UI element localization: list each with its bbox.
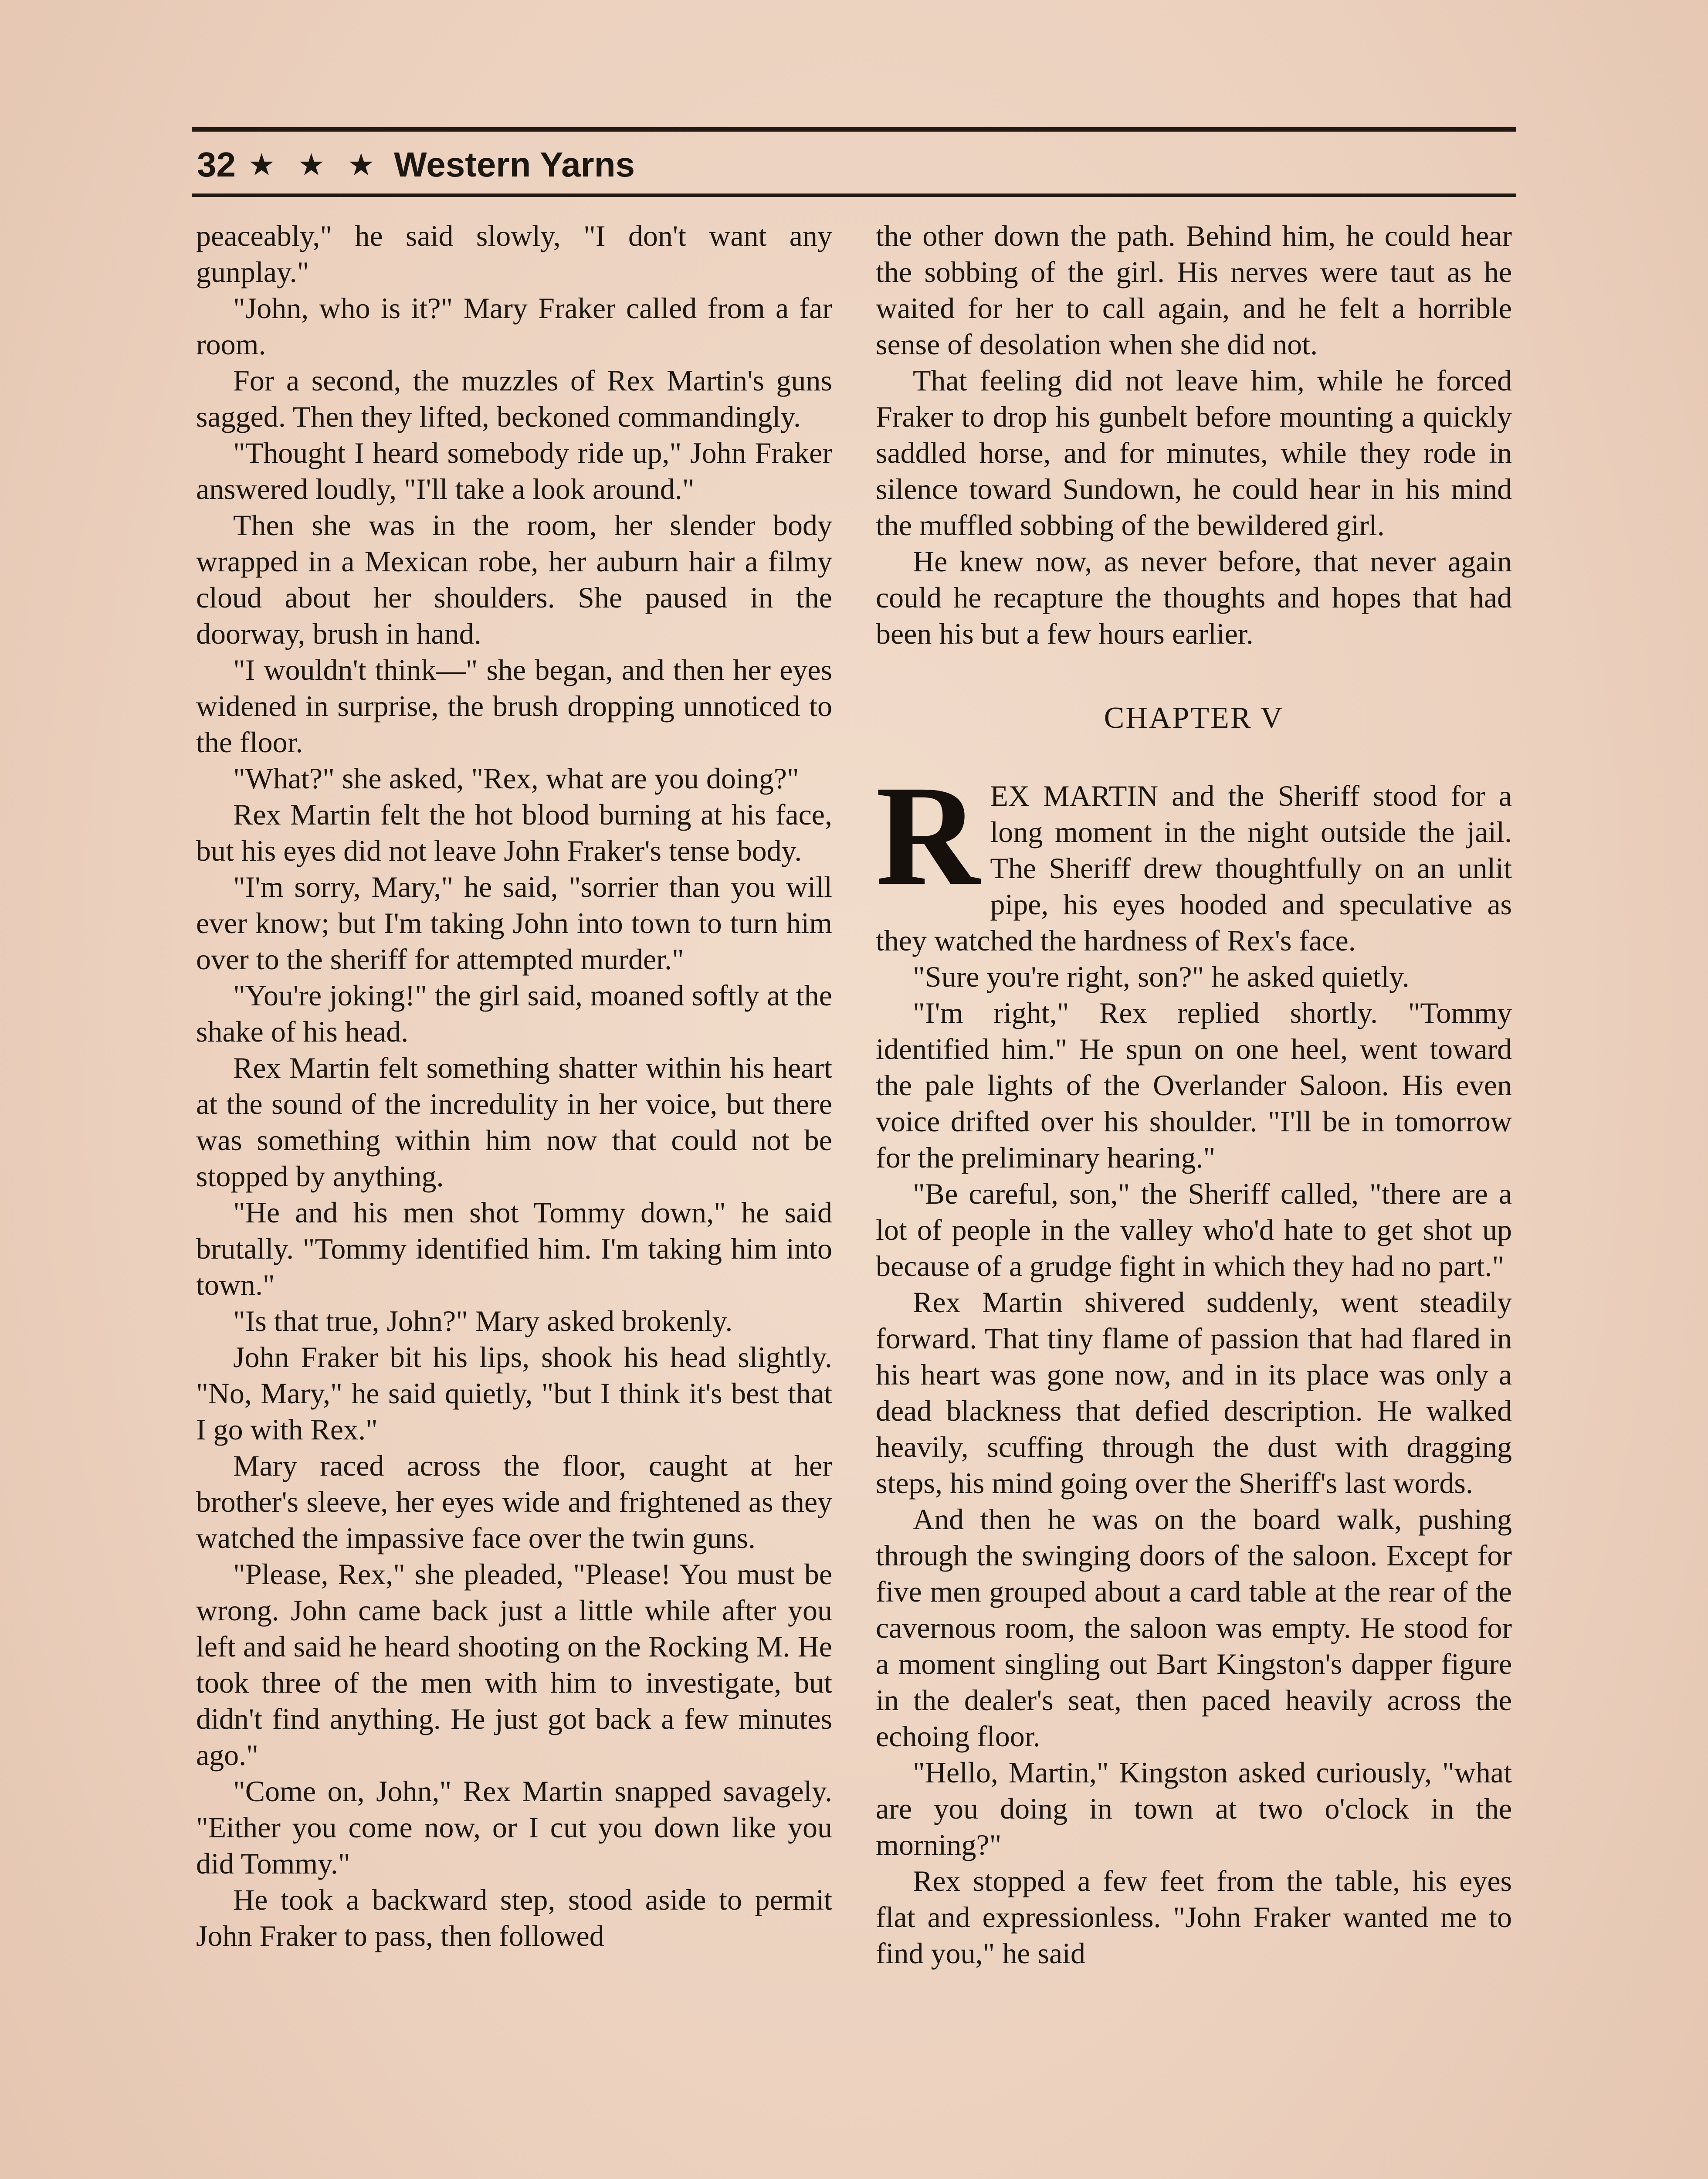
paragraph: the other down the path. Behind him, he could hear the sobbing of the girl. His nerves were taut as he waited for her to call again, and he felt a horrible sense of desolation when she did not. xyxy=(876,219,1512,361)
right-column-story-continuation xyxy=(876,218,1512,652)
paragraph: "Please, Rex," she pleaded, "Please! You must be wrong. John came back just a little while after you left and said he heard shooting on the Rocking M. He took three of the men with him to investigate, but didn't find anything. He just got back a few minutes ago." xyxy=(196,1558,832,1772)
paragraph: Rex Martin felt something shatter within his heart at the sound of the incredulity in her voice, but there was something within him now that could not be stopped by anything. xyxy=(196,1051,832,1193)
paragraph: "What?" she asked, "Rex, what are you doing?" xyxy=(233,762,799,795)
drop-cap-letter: R xyxy=(876,756,980,915)
chapter-opening-paragraph xyxy=(876,756,1512,959)
paragraph: "Hello, Martin," Kingston asked curiously, "what are you doing in town at two o'clock in the morning?" xyxy=(876,1756,1512,1861)
right-text-column xyxy=(876,218,1512,1972)
magazine-title: Western Yarns xyxy=(394,145,635,184)
paragraph: "I wouldn't think—" she began, and then her eyes widened in surprise, the brush dropping unnoticed to the floor. xyxy=(196,653,832,759)
right-column-chapter-text xyxy=(876,959,1512,1972)
paragraph: Rex Martin felt the hot blood burning at his face, but his eyes did not leave John Fraker's tense body. xyxy=(196,798,832,867)
chapter-heading: CHAPTER V xyxy=(1104,701,1284,735)
paragraph: "Be careful, son," the Sheriff called, "there are a lot of people in the valley who'd hate to get shot up because of a grudge fight in which they had no part." xyxy=(876,1177,1512,1283)
header-top-rule xyxy=(192,127,1516,132)
paragraph: He knew now, as never before, that never again could he recapture the thoughts and hopes that had been his but a few hours earlier. xyxy=(876,545,1512,650)
paragraph: peaceably," he said slowly, "I don't want any gunplay." xyxy=(196,219,832,288)
paragraph: "I'm sorry, Mary," he said, "sorrier than you will ever know; but I'm taking John into town to turn him over to the sheriff for attempted murder." xyxy=(196,870,832,976)
chapter-opening-text: EX MARTIN and the Sheriff stood for a long moment in the night outside the jail. The Sheriff drew thoughtfully on an unlit pipe, his eyes hooded and speculative as they watched the hardness of Rex's face. xyxy=(876,779,1512,957)
paragraph: John Fraker bit his lips, shook his head slightly. "No, Mary," he said quietly, "but I think it's best that I go with Rex." xyxy=(196,1341,832,1446)
left-text-column xyxy=(196,218,832,1954)
star-icons: ★ ★ ★ xyxy=(247,148,382,182)
paragraph: That feeling did not leave him, while he forced Fraker to drop his gunbelt before mounting a quickly saddled horse, and for minutes, while they rode in silence toward Sundown, he could hear in his mind the muffled sobbing of the bewildered girl. xyxy=(876,364,1512,542)
paragraph: He took a backward step, stood aside to permit John Fraker to pass, then followed xyxy=(196,1883,832,1952)
paragraph: "Thought I heard somebody ride up," John Fraker answered loudly, "I'll take a look around." xyxy=(196,436,832,506)
header-bottom-rule xyxy=(192,193,1516,197)
paragraph: And then he was on the board walk, pushing through the swinging doors of the saloon. Except for five men grouped about a card table at the rear of the cavernous room, the saloon was empty. He stood for a moment singling out Bart Kingston's dapper figure in the dealer's seat, then paced heavily across the echoing floor. xyxy=(876,1503,1512,1753)
paragraph: Rex Martin shivered suddenly, went steadily forward. That tiny flame of passion that had flared in his heart was gone now, and in its place was only a dead blackness that defied description. He walked heavily, scuffing through the dust with dragging steps, his mind going over the Sheriff's last words. xyxy=(876,1286,1512,1500)
page-number: 32 xyxy=(197,145,236,184)
paragraph: "He and his men shot Tommy down," he said brutally. "Tommy identified him. I'm taking him into town." xyxy=(196,1196,832,1301)
paragraph: Mary raced across the floor, caught at her brother's sleeve, her eyes wide and frightened as they watched the impassive face over the twin guns. xyxy=(196,1449,832,1554)
paragraph: "Come on, John," Rex Martin snapped savagely. "Either you come now, or I cut you down like you did Tommy." xyxy=(196,1775,832,1880)
paragraph: For a second, the muzzles of Rex Martin's guns sagged. Then they lifted, beckoned commandingly. xyxy=(196,364,832,433)
paragraph: "You're joking!" the girl said, moaned softly at the shake of his head. xyxy=(196,979,832,1048)
paragraph: "I'm right," Rex replied shortly. "Tommy identified him." He spun on one heel, went toward the pale lights of the Overlander Saloon. His even voice drifted over his shoulder. "I'll be in tomorrow for the preliminary hearing." xyxy=(876,996,1512,1174)
running-header xyxy=(197,139,635,191)
paragraph: Rex stopped a few feet from the table, his eyes flat and expressionless. "John Fraker wanted me to find you," he said xyxy=(876,1864,1512,1970)
paragraph: "John, who is it?" Mary Fraker called from a far room. xyxy=(196,292,832,361)
paragraph: Then she was in the room, her slender body wrapped in a Mexican robe, her auburn hair a filmy cloud about her shoulders. She paused in the doorway, brush in hand. xyxy=(196,509,832,650)
paragraph: "Sure you're right, son?" he asked quietly. xyxy=(913,960,1410,993)
paragraph: "Is that true, John?" Mary asked brokenly. xyxy=(233,1304,733,1337)
